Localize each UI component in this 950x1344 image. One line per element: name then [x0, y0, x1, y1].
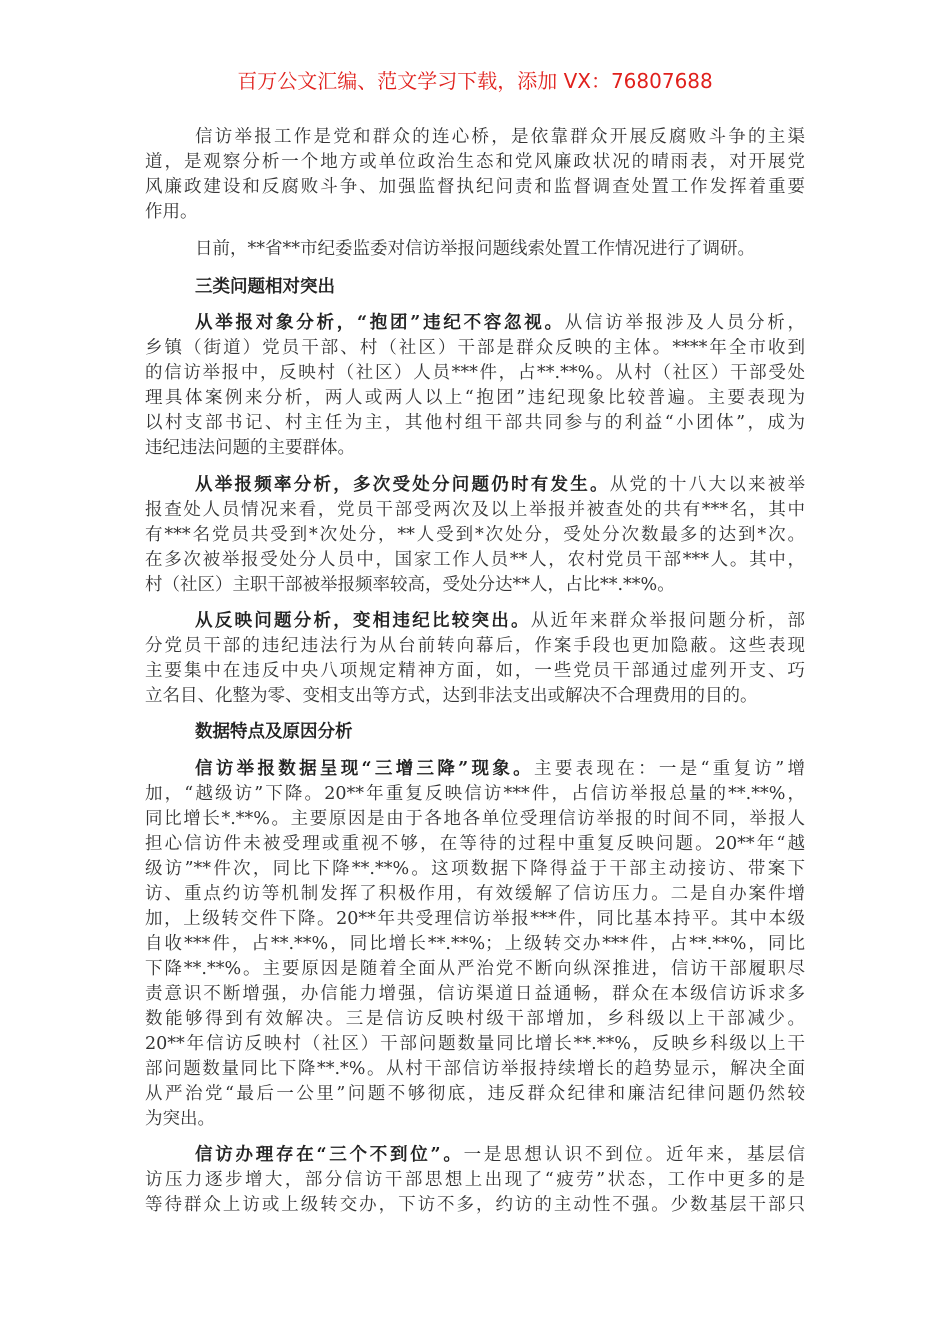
text-line: 下降**.**%。主要原因是随着全面从严治党不断向纵深推进，信访干部履职尽	[145, 959, 805, 979]
text-line: 有***名党员共受到*次处分，**人受到*次处分，受处分次数最多的达到*次。	[145, 525, 805, 545]
section-heading	[145, 275, 805, 300]
text-line: 数据特点及原因分析	[195, 722, 353, 742]
text-line: 违纪违法问题的主要群体。	[145, 438, 355, 458]
text-line: 从严治党“最后一公里”问题不够彻底，违反群众纪律和廉洁纪律问题仍然较	[145, 1084, 805, 1104]
text-line: 自收***件，占**.**%，同比增长**.**%；上级转交办***件，占**.**%，同比	[145, 934, 805, 954]
text-line: 立名目、化整为零、变相支出等方式，达到非法支出或解决不合理费用的目的。	[145, 686, 758, 706]
text-line: 级访”**件次，同比下降**.**%。这项数据下降得益于干部主动接访、带案下	[145, 859, 805, 879]
paragraph	[145, 237, 805, 262]
text-line: 担心信访件未被受理或重视不够，在等待的过程中重复反映问题。20**年“越	[145, 834, 805, 854]
paragraph	[145, 609, 805, 709]
text-line: 三类问题相对突出	[195, 277, 335, 297]
paragraph	[145, 1143, 805, 1218]
text-line: 20**年信访反映村（社区）干部问题数量同比增长**.**%，反映乡科级以上干	[145, 1034, 805, 1054]
text-line: 责意识不断增强，办信能力增强，信访渠道日益通畅，群众在本级信访诉求多	[145, 984, 805, 1004]
text-line: 风廉政建设和反腐败斗争、加强监督执纪问责和监督调查处置工作发挥着重要	[145, 177, 805, 197]
paragraph-text: 从党的十八大以来被举	[609, 475, 805, 495]
text-line: 加，上级转交件下降。20**年共受理信访举报***件，同比基本持平。其中本级	[145, 909, 805, 929]
text-line	[145, 473, 805, 498]
paragraph-text: 从近年来群众举报问题分析，部	[530, 611, 805, 631]
paragraph-lead: 信访办理存在“三个不到位”。	[195, 1145, 464, 1165]
paragraph-lead: 信访举报数据呈现“三增三降”现象。	[195, 759, 534, 779]
text-line: 的信访举报中，反映村（社区）人员***件，占**.**%。从村（社区）干部受处	[145, 363, 805, 383]
watermark-banner: 百万公文汇编、范文学习下载，添加 VX：76807688	[237, 69, 713, 93]
paragraph-text: 主要表现在：一是“重复访”增	[534, 759, 805, 779]
paragraph-text: 一是思想认识不到位。近年来，基层信	[463, 1145, 806, 1165]
text-line: 主要集中在违反中央八项规定精神方面，如，一些党员干部通过虚列开支、巧	[145, 661, 805, 681]
paragraph-lead: 从举报对象分析，“抱团”违纪不容忽视。	[195, 313, 565, 333]
text-line: 信访举报工作是党和群众的连心桥，是依靠群众开展反腐败斗争的主渠	[195, 127, 805, 147]
text-line: 理具体案例来分析，两人或两人以上“抱团”违纪现象比较普遍。主要表现为	[145, 388, 805, 408]
text-line: 道，是观察分析一个地方或单位政治生态和党风廉政状况的晴雨表，对开展党	[145, 152, 805, 172]
text-line: 报查处人员情况来看，党员干部受两次及以上举报并被查处的共有***名，其中	[145, 500, 805, 520]
text-line: 数能够得到有效解决。三是信访反映村级干部增加，乡科级以上干部减少。	[145, 1009, 805, 1029]
text-line: 等待群众上访或上级转交办，下访不多，约访的主动性不强。少数基层干部只	[145, 1195, 805, 1215]
paragraph	[145, 473, 805, 598]
text-line: 日前，**省**市纪委监委对信访举报问题线索处置工作情况进行了调研。	[195, 239, 755, 259]
text-line: 访压力逐步增大，部分信访干部思想上出现了“疲劳”状态，工作中更多的是	[145, 1170, 805, 1190]
text-line: 在多次被举报受处分人员中，国家工作人员**人，农村党员干部***人。其中，	[145, 550, 805, 570]
text-line	[145, 757, 805, 782]
text-line: 部问题数量同比下降**.*%。从村干部信访举报持续增长的趋势显示，解决全面	[145, 1059, 805, 1079]
paragraph	[145, 757, 805, 1132]
text-line: 作用。	[145, 202, 198, 222]
text-line	[145, 1143, 805, 1168]
text-line: 同比增长*.**%。主要原因是由于各地各单位受理信访举报的时间不同，举报人	[145, 809, 805, 829]
text-line: 乡镇（街道）党员干部、村（社区）干部是群众反映的主体。****年全市收到	[145, 338, 805, 358]
text-line: 访、重点约访等机制发挥了积极作用，有效缓解了信访压力。二是自办案件增	[145, 884, 805, 904]
text-line	[145, 609, 805, 634]
paragraph-lead: 从举报频率分析，多次受处分问题仍时有发生。	[195, 475, 610, 495]
text-line: 为突出。	[145, 1109, 215, 1129]
text-line: 分党员干部的违纪违法行为从台前转向幕后，作案手段也更加隐蔽。这些表现	[145, 636, 805, 656]
paragraph-lead: 从反映问题分析，变相违纪比较突出。	[195, 611, 531, 631]
paragraph-text: 从信访举报涉及人员分析，	[564, 313, 805, 333]
text-line: 村（社区）主职干部被举报频率较高，受处分达**人，占比**.**%。	[145, 575, 675, 595]
text-line: 以村支部书记、村主任为主，其他村组干部共同参与的利益“小团体”，成为	[145, 413, 805, 433]
text-line: 加，“越级访”下降。20**年重复反映信访***件，占信访举报总量的**.**%，	[145, 784, 805, 804]
paragraph	[145, 311, 805, 461]
paragraph	[145, 125, 805, 225]
text-line	[145, 311, 805, 336]
section-heading	[145, 720, 805, 745]
